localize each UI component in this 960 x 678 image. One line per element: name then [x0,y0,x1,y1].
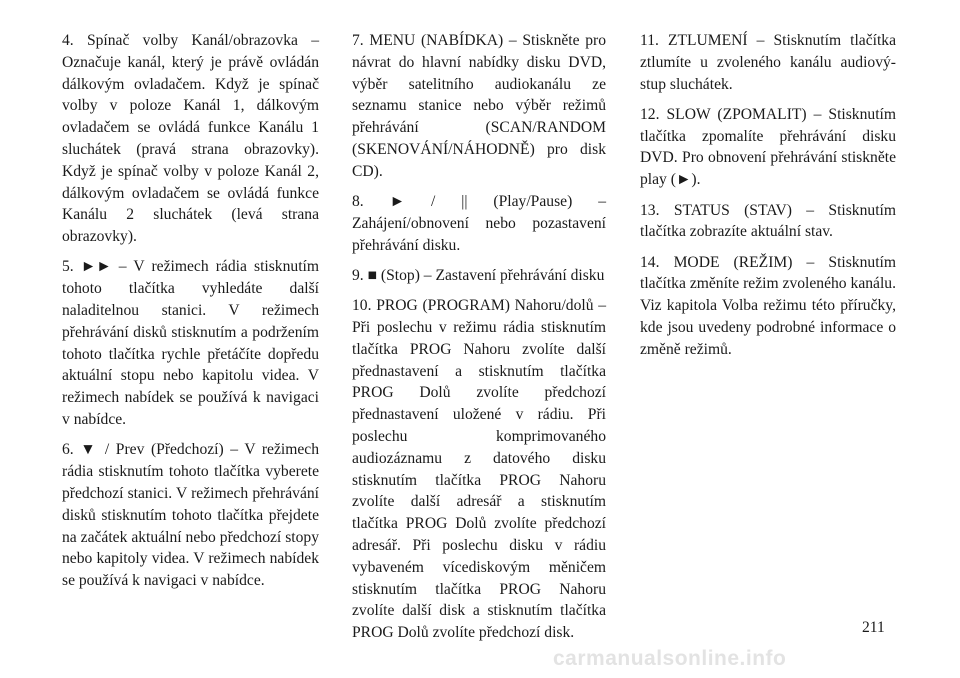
paragraph-item-4: 4. Spínač volby Kanál/obrazovka – Označuje kanál, který je právě ovládán dálkovým ovladačem. Když je spínač volby v poloze Kanál 1, dálkovým ovladačem se ovládá funkce Kanálu 1 sluchátek (pravá strana obrazovky). Když je spínač volby v poloze Kanál 2, dálkovým ovladačem se ovládá funkce Kanálu 2 sluchátek (levá strana obrazovky). [62,32,319,246]
paragraph-item-8: 8. ► / || (Play/Pause) – Zahájení/obnovení nebo pozastavení přehrávání disku. [352,193,606,254]
paragraph-item-9: 9. ■ (Stop) – Zastavení přehrávání disku [352,266,605,284]
watermark: carmanualsonline.info [553,647,787,670]
text-column-2 [352,30,606,653]
paragraph-item-7: 7. MENU (NABÍDKA) – Stiskněte pro návrat do hlavní nabídky disku DVD, výběr satelitního audiokanálu ze seznamu stanice nebo výběr režimů přehrávání (SCAN/RANDOM (SKENOVÁNÍ/NÁHODNĚ) pro disk CD). [352,32,606,180]
paragraph-item-5: 5. ►► – V režimech rádia stisknutím tohoto tlačítka vyhledáte další naladitelnou stanici. V režimech přehrávání disků stisknutím a podržením tohoto tlačítka rychle přetáčíte dopředu aktuální stopu nebo kapitolu videa. V režimech nabídek se používá k navigaci v nabídce. [62,258,319,429]
paragraph-item-14: 14. MODE (REŽIM) – Stisknutím tlačítka změníte režim zvoleného kanálu. Viz kapitola Volba režimu této příručky, kde jsou uvedeny podrobné informace o změně režimů. [640,253,896,358]
text-column-1 [62,30,319,600]
paragraph-item-6: 6. ▼ / Prev (Předchozí) – V režimech rádia stisknutím tohoto tlačítka vyberete předchozí stanici. V režimech přehrávání disků stisknutím tohoto tlačítka přejdete na začátek aktuální nebo předchozí stopy nebo kapitoly videa. V režimech nabídek se používá k navigaci v nabídce. [62,441,319,590]
paragraph-item-13: 13. STATUS (STAV) – Stisknutím tlačítka zobrazíte aktuální stav. [640,201,896,241]
paragraph-item-12: 12. SLOW (ZPOMALIT) – Stisknutím tlačítka zpomalíte přehrávání disku DVD. Pro obnovení přehrávání stiskněte play (►). [640,105,896,189]
text-column-3 [640,30,896,369]
paragraph-item-11: 11. ZTLUMENÍ – Stisknutím tlačítka ztlumíte u zvoleného kanálu audiový-stup sluchátek. [640,32,896,93]
paragraph-item-10: 10. PROG (PROGRAM) Nahoru/dolů – Při poslechu v režimu rádia stisknutím tlačítka PROG Nahoru zvolíte další přednastavení a stisknutím tlačítka PROG Dolů zvolíte předchozí přednastavení uložené v rádiu. Při poslechu komprimovaného audiozáznamu z datového disku stisknutím tlačítka PROG Nahoru zvolíte další adresář a stisknutím tlačítka PROG Dolů zvolíte předchozí adresář. Při poslechu disku v rádiu vybaveném vícediskovým měničem stisknutím tlačítka PROG Nahoru zvolíte další disk a stisknutím tlačítka PROG Dolů zvolíte předchozí disk. [352,297,606,642]
page-number: 211 [862,619,885,636]
